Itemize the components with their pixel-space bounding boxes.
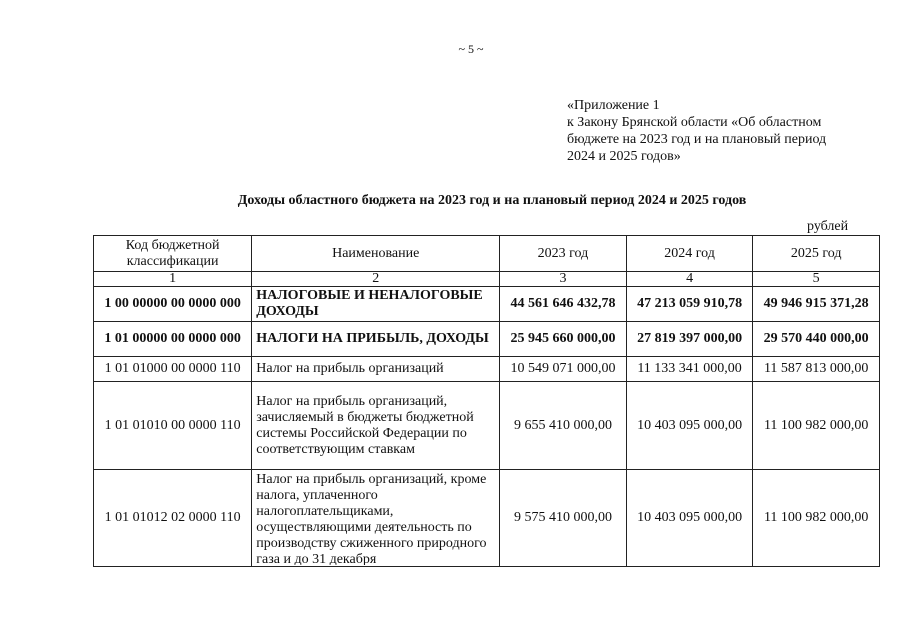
- document-title: Доходы областного бюджета на 2023 год и на плановый период 2024 и 2025 годов: [237, 193, 747, 208]
- header-2023: 2023 год: [500, 236, 627, 272]
- row-name-cell: [252, 470, 500, 567]
- row-code: 1 01 01010 00 0000 110: [94, 382, 252, 470]
- header-2024: 2024 год: [626, 236, 753, 272]
- table-row: [94, 382, 880, 470]
- appendix-line: бюджете на 2023 год и на плановый период: [567, 132, 827, 147]
- appendix-line: 2024 и 2025 годов»: [567, 149, 681, 164]
- header-name: Наименование: [252, 236, 500, 272]
- row-amount-2025: 49 946 915 371,28: [753, 287, 880, 322]
- table-row: [94, 470, 880, 567]
- header-2025: 2025 год: [753, 236, 880, 272]
- appendix-line: к Закону Брянской области «Об областном: [567, 115, 822, 130]
- row-amount-2025: 11 100 982 000,00: [753, 470, 880, 567]
- row-amount-2025: 11 100 982 000,00: [753, 382, 880, 470]
- row-amount-2024: 11 133 341 000,00: [626, 357, 753, 382]
- row-amount-2023: 10 549 071 000,00: [500, 357, 627, 382]
- column-number: 4: [626, 272, 753, 287]
- row-name: НАЛОГОВЫЕ И НЕНАЛОГОВЫЕ ДОХОДЫ: [252, 287, 500, 322]
- appendix-reference: [567, 97, 887, 165]
- row-amount-2025: 11 587 813 000,00: [753, 357, 880, 382]
- column-number: 5: [753, 272, 880, 287]
- header-code: Код бюджетной классификации: [94, 236, 252, 272]
- row-name: Налог на прибыль организаций, кроме налога, уплаченного налогоплательщиками, осуществляющими деятельность по производству сжиженного природного газа и до 31 декабря: [256, 471, 487, 565]
- row-amount-2023: 9 575 410 000,00: [500, 470, 627, 567]
- row-amount-2023: 25 945 660 000,00: [500, 322, 627, 357]
- table-row: [94, 287, 880, 322]
- row-name: НАЛОГИ НА ПРИБЫЛЬ, ДОХОДЫ: [252, 322, 500, 357]
- column-number: 1: [94, 272, 252, 287]
- row-amount-2024: 10 403 095 000,00: [626, 470, 753, 567]
- table-row: [94, 357, 880, 382]
- page-number: ~ 5 ~: [458, 42, 484, 56]
- table-header-row: [94, 236, 880, 272]
- revenue-table: [93, 235, 880, 567]
- row-amount-2025: 29 570 440 000,00: [753, 322, 880, 357]
- row-name: Налог на прибыль организаций: [252, 357, 500, 382]
- row-amount-2024: 10 403 095 000,00: [626, 382, 753, 470]
- table-row: [94, 322, 880, 357]
- column-number: 3: [500, 272, 627, 287]
- row-amount-2024: 47 213 059 910,78: [626, 287, 753, 322]
- row-code: 1 00 00000 00 0000 000: [94, 287, 252, 322]
- column-number: 2: [252, 272, 500, 287]
- row-name: Налог на прибыль организаций, зачисляемый в бюджеты бюджетной системы Российской Федерации по соответствующим ставкам: [252, 382, 500, 470]
- row-amount-2023: 9 655 410 000,00: [500, 382, 627, 470]
- row-amount-2024: 27 819 397 000,00: [626, 322, 753, 357]
- appendix-line: «Приложение 1: [567, 98, 660, 113]
- row-code: 1 01 01012 02 0000 110: [94, 470, 252, 567]
- row-code: 1 01 01000 00 0000 110: [94, 357, 252, 382]
- units-label: рублей: [807, 219, 849, 234]
- row-code: 1 01 00000 00 0000 000: [94, 322, 252, 357]
- row-amount-2023: 44 561 646 432,78: [500, 287, 627, 322]
- column-number-row: [94, 272, 880, 287]
